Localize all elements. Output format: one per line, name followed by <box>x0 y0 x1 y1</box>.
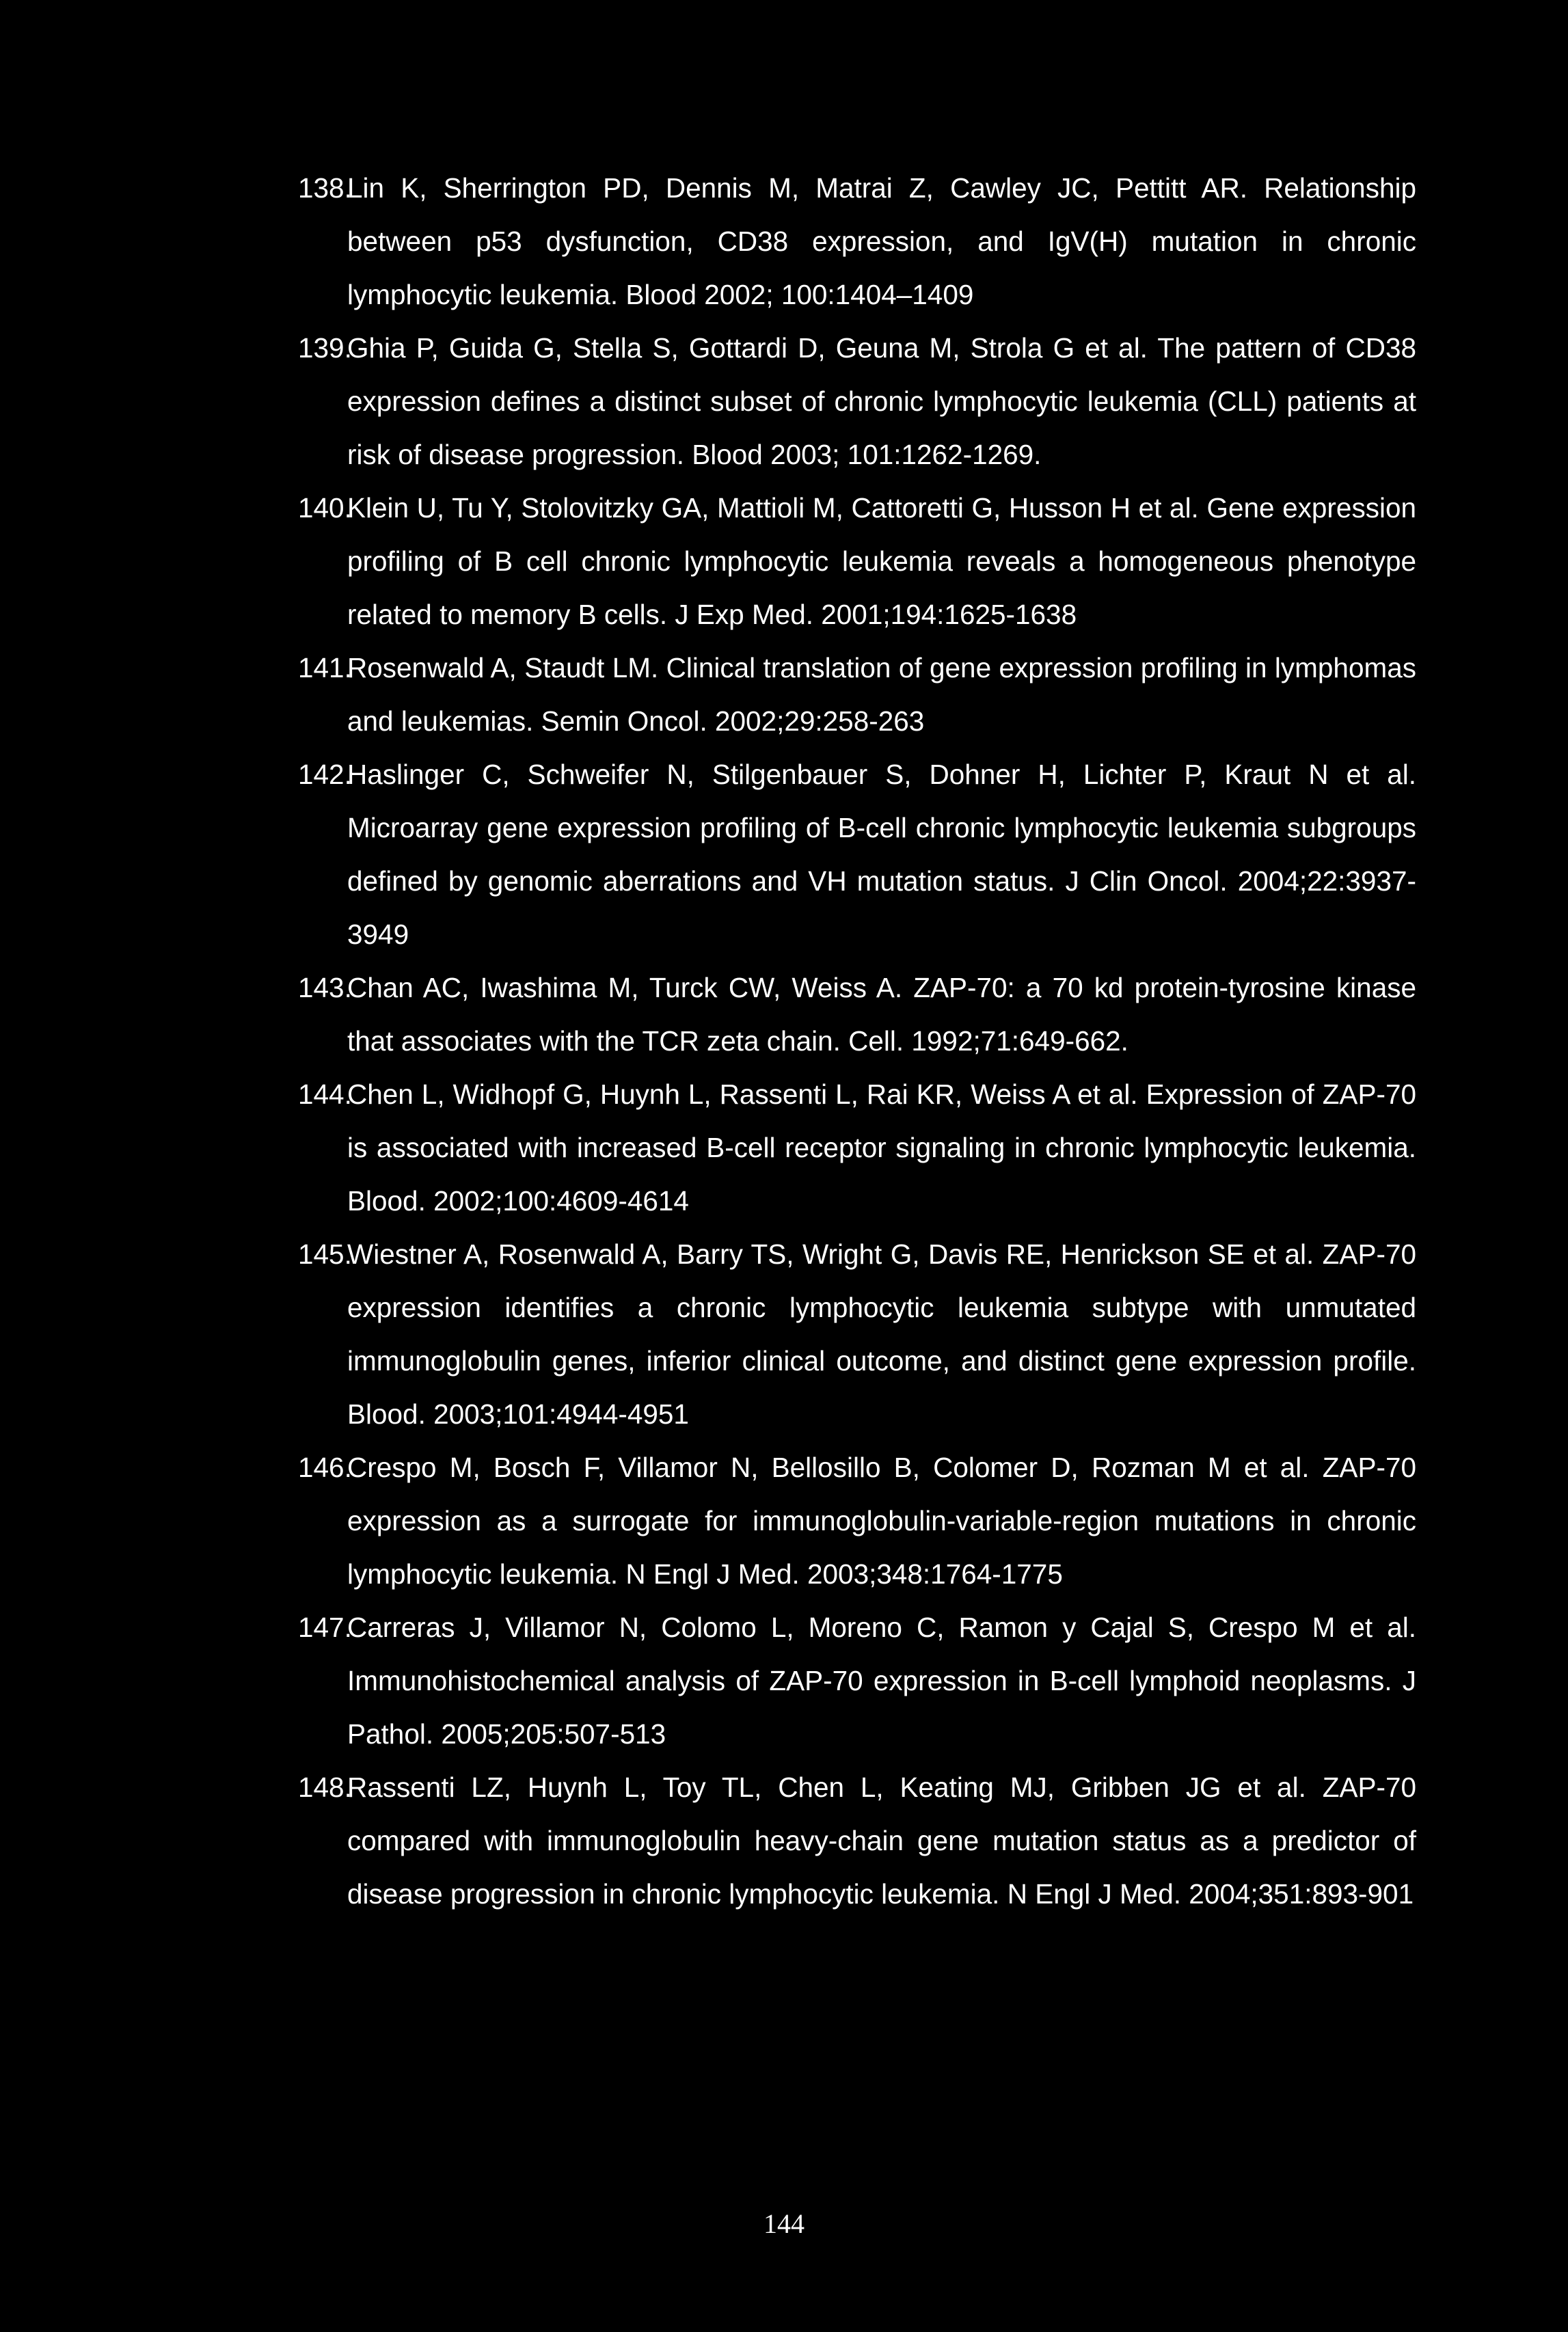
reference-item <box>298 321 1416 481</box>
reference-text: Chan AC, Iwashima M, Turck CW, Weiss A. ZAP-70: a 70 kd protein-tyrosine kinase that associates with the TCR zeta chain. Cell. 1992;71:649-662. <box>347 972 1416 1057</box>
reference-item <box>298 748 1416 961</box>
reference-text: Ghia P, Guida G, Stella S, Gottardi D, Geuna M, Strola G et al. The pattern of CD38 expression defines a distinct subset of chronic lymphocytic leukemia (CLL) patients at risk of disease progression. Blood 2003; 101:1262-1269. <box>347 332 1416 470</box>
reference-item <box>298 1761 1416 1921</box>
reference-text: Rassenti LZ, Huynh L, Toy TL, Chen L, Keating MJ, Gribben JG et al. ZAP-70 compared with immunoglobulin heavy-chain gene mutation status as a predictor of disease progression in chronic lymphocytic leukemia. N Engl J Med. 2004;351:893-901 <box>347 1772 1416 1910</box>
reference-number: 144. <box>298 1079 352 1110</box>
reference-text: Chen L, Widhopf G, Huynh L, Rassenti L, Rai KR, Weiss A et al. Expression of ZAP-70 is associated with increased B-cell receptor signaling in chronic lymphocytic leukemia. Blood. 2002;100:4609-4614 <box>347 1079 1416 1217</box>
reference-item <box>298 1601 1416 1761</box>
reference-number: 145. <box>298 1238 352 1270</box>
reference-text: Carreras J, Villamor N, Colomo L, Moreno C, Ramon y Cajal S, Crespo M et al. Immunohistochemical analysis of ZAP-70 expression in B-cell lymphoid neoplasms. J Pathol. 2005;205:507-513 <box>347 1612 1416 1750</box>
reference-item <box>298 161 1416 321</box>
reference-number: 140. <box>298 492 352 524</box>
reference-item <box>298 481 1416 641</box>
reference-item <box>298 1068 1416 1228</box>
reference-text: Crespo M, Bosch F, Villamor N, Bellosillo B, Colomer D, Rozman M et al. ZAP-70 expression as a surrogate for immunoglobulin-variable-region mutations in chronic lymphocytic leukemia. N Engl J Med. 2003;348:1764-1775 <box>347 1452 1416 1590</box>
page-number: 144 <box>763 2208 805 2239</box>
reference-item <box>298 961 1416 1068</box>
reference-text: Haslinger C, Schweifer N, Stilgenbauer S, Dohner H, Lichter P, Kraut N et al. Microarray gene expression profiling of B-cell chronic lymphocytic leukemia subgroups defined by genomic aberrations and VH mutation status. J Clin Oncol. 2004;22:3937-3949 <box>347 759 1416 950</box>
reference-text: Lin K, Sherrington PD, Dennis M, Matrai Z, Cawley JC, Pettitt AR. Relationship between p53 dysfunction, CD38 expression, and IgV(H) mutation in chronic lymphocytic leukemia. Blood 2002; 100:1404–1409 <box>347 172 1416 310</box>
reference-number: 138. <box>298 172 352 204</box>
reference-item <box>298 641 1416 748</box>
reference-item <box>298 1228 1416 1441</box>
reference-number: 148. <box>298 1772 352 1803</box>
reference-number: 146. <box>298 1452 352 1483</box>
reference-number: 139. <box>298 332 352 364</box>
reference-number: 147. <box>298 1612 352 1643</box>
reference-item <box>298 1441 1416 1601</box>
reference-number: 141. <box>298 652 352 683</box>
reference-text: Rosenwald A, Staudt LM. Clinical translation of gene expression profiling in lymphomas and leukemias. Semin Oncol. 2002;29:258-263 <box>347 652 1416 737</box>
reference-text: Klein U, Tu Y, Stolovitzky GA, Mattioli M, Cattoretti G, Husson H et al. Gene expression profiling of B cell chronic lymphocytic leukemia reveals a homogeneous phenotype related to memory B cells. J Exp Med. 2001;194:1625-1638 <box>347 492 1416 630</box>
reference-number: 143. <box>298 972 352 1003</box>
reference-number: 142. <box>298 759 352 790</box>
reference-text: Wiestner A, Rosenwald A, Barry TS, Wright G, Davis RE, Henrickson SE et al. ZAP-70 expression identifies a chronic lymphocytic leukemia subtype with unmutated immunoglobulin genes, inferior clinical outcome, and distinct gene expression profile. Blood. 2003;101:4944-4951 <box>347 1238 1416 1430</box>
reference-list <box>298 161 1416 1921</box>
